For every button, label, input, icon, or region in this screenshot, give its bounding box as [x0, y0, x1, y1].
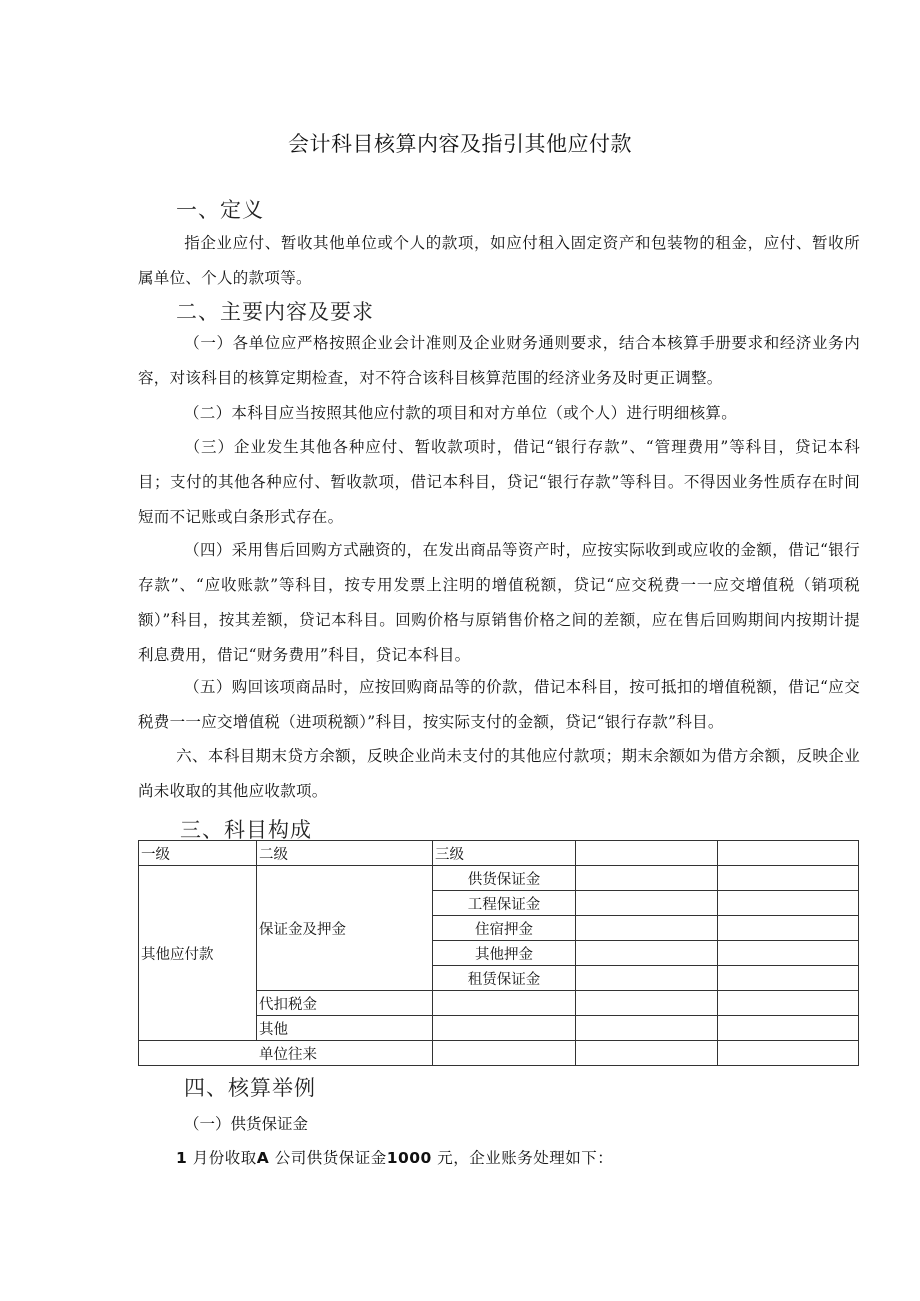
requirement-item: [138, 670, 860, 740]
empty-cell: [576, 941, 718, 966]
level2-deposit: 保证金及押金: [257, 866, 433, 991]
example-text: 月份收取: [192, 1149, 257, 1167]
account-structure-table: [138, 840, 859, 1066]
empty-cell: [433, 991, 576, 1016]
definition-paragraph: [138, 226, 860, 296]
example-text: 元，企业账务处理如下：: [437, 1149, 614, 1167]
requirement-text: （一）各单位应严格按照企业会计准则及企业财务通则要求，结合本核算手册要求和经济业务内容，对该科目的核算定期检查，对不符合该科目核算范围的经济业务及时更正调整。: [138, 334, 860, 387]
section-heading-definition: 一、定义: [176, 198, 264, 222]
page-title: 会计科目核算内容及指引其他应付款: [288, 132, 632, 156]
unit-row-label: 单位往来: [139, 1041, 433, 1066]
empty-cell: [576, 966, 718, 991]
requirement-item: [138, 430, 860, 535]
example-line: [176, 1146, 613, 1168]
level3-item: 住宿押金: [433, 916, 576, 941]
empty-cell: [718, 1016, 859, 1041]
level2-other: 其他: [257, 1016, 433, 1041]
section-heading-examples: 四、核算举例: [184, 1076, 316, 1100]
header-level3: 三级: [433, 841, 576, 866]
level3-item: 工程保证金: [433, 891, 576, 916]
empty-cell: [718, 941, 859, 966]
empty-cell: [718, 866, 859, 891]
example-text: 公司供货保证金: [274, 1149, 387, 1167]
empty-cell: [433, 1016, 576, 1041]
empty-cell: [718, 916, 859, 941]
requirement-item: [138, 396, 860, 431]
empty-cell: [718, 966, 859, 991]
definition-text: 指企业应付、暂收其他单位或个人的款项，如应付租入固定资产和包装物的租金，应付、暂收所属单位、个人的款项等。: [138, 234, 860, 287]
requirement-text: （三）企业发生其他各种应付、暂收款项时，借记“银行存款”、“管理费用”等科目，贷记本科目；支付的其他各种应付、暂收款项，借记本科目，贷记“银行存款”等科目。不得因业务性质存在时间短而不记账或白条形式存在。: [138, 438, 860, 526]
example-company: A: [256, 1149, 270, 1167]
requirement-text: 六、本科目期末贷方余额，反映企业尚未支付的其他应付款项；期末余额如为借方余额，反映企业尚未收取的其他应收款项。: [138, 747, 860, 800]
requirement-item: [138, 533, 860, 673]
requirement-text: （五）购回该项商品时，应按回购商品等的价款，借记本科目，按可抵扣的增值税额，借记“应交税费一一应交增值税（进项税额）”科目，按实际支付的金额，贷记“银行存款”科目。: [138, 678, 860, 731]
example-month: 1: [176, 1149, 188, 1167]
requirement-text: （二）本科目应当按照其他应付款的项目和对方单位（或个人）进行明细核算。: [184, 404, 738, 422]
requirement-text: （四）采用售后回购方式融资的，在发出商品等资产时，应按实际收到或应收的金额，借记“银行存款”、“应收账款”等科目，按专用发票上注明的增值税额，贷记“应交税费一一应交增值税（销项税额）”科目，按其差额，贷记本科目。回购价格与原销售价格之间的差额，应在售后回购期间内按期计提利息费用，借记“财务费用”科目，贷记本科目。: [138, 541, 860, 664]
empty-cell: [718, 841, 859, 866]
section-heading-structure: 三、科目构成: [180, 818, 312, 842]
level3-item: 供货保证金: [433, 866, 576, 891]
table-header-row: [139, 841, 859, 866]
level3-item: 租赁保证金: [433, 966, 576, 991]
empty-cell: [576, 991, 718, 1016]
level2-tax: 代扣税金: [257, 991, 433, 1016]
empty-cell: [433, 1041, 576, 1066]
requirement-item: [138, 326, 860, 396]
header-level1: 一级: [139, 841, 257, 866]
empty-cell: [576, 916, 718, 941]
table-row: [139, 1041, 859, 1066]
empty-cell: [718, 991, 859, 1016]
empty-cell: [576, 841, 718, 866]
level1-account: 其他应付款: [139, 866, 257, 1041]
empty-cell: [576, 891, 718, 916]
example-amount: 1000: [386, 1149, 432, 1167]
empty-cell: [576, 1041, 718, 1066]
level3-item: 其他押金: [433, 941, 576, 966]
example-subheading: （一）供货保证金: [184, 1115, 309, 1133]
empty-cell: [718, 1041, 859, 1066]
requirement-item-6: [138, 739, 860, 809]
empty-cell: [576, 866, 718, 891]
section-heading-requirements: 二、主要内容及要求: [176, 300, 374, 324]
table-row: [139, 866, 859, 891]
empty-cell: [718, 891, 859, 916]
empty-cell: [576, 1016, 718, 1041]
header-level2: 二级: [257, 841, 433, 866]
